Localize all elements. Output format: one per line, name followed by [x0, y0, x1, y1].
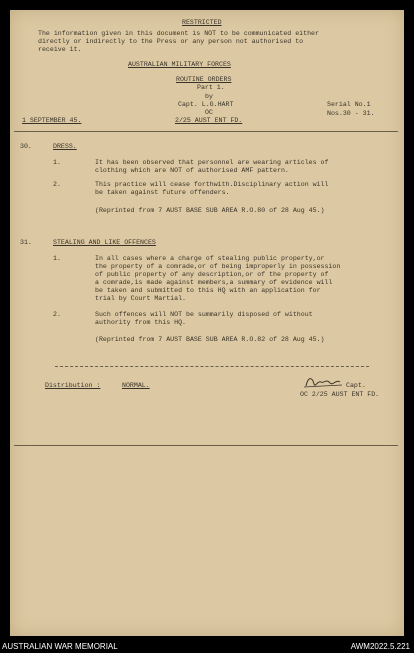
part: Part 1.	[197, 84, 225, 91]
section-heading: STEALING AND LIKE OFFENCES	[53, 239, 156, 246]
item-number: 2.	[53, 181, 61, 188]
item-line: Such offences will NOT be summarily disposed of without	[95, 311, 313, 318]
signature-rank: Capt.	[346, 382, 366, 389]
item-number: 1.	[53, 159, 61, 166]
distribution-value: NORMAL.	[122, 382, 150, 389]
header-divider	[14, 131, 398, 132]
officer-role: OC	[205, 109, 213, 116]
caveat-line-2: directly or indirectly to the Press or any person not authorised to	[38, 38, 304, 45]
footer-credit: AUSTRALIAN WAR MEMORIAL	[2, 642, 118, 651]
serial-number: Serial No.1	[327, 101, 371, 108]
signature-unit: OC 2/25 AUST ENT FD.	[300, 391, 380, 398]
caveat-line-3: receive it.	[38, 46, 82, 53]
orders-title: ROUTINE ORDERS	[176, 76, 232, 83]
item-number: 2.	[53, 311, 61, 318]
bottom-divider	[14, 445, 398, 446]
item-line: the property of a comrade,or of being improperly in possession	[95, 263, 341, 270]
item-line: clothing which are NOT of authorised AMF pattern.	[95, 167, 289, 174]
by-label: by	[205, 93, 213, 100]
caveat-line-1: The information given in this document is NOT to be communicated either	[38, 30, 319, 37]
section-number: 30.	[20, 143, 32, 150]
footer-accession: AWM2022.5.221	[350, 642, 410, 651]
item-line: This practice will cease forthwith.Disciplinary action will	[95, 181, 329, 188]
reprint-note: (Reprinted from 7 AUST BASE SUB AREA R.O.82 of 28 Aug 45.)	[95, 336, 325, 343]
section-heading: DRESS.	[53, 143, 77, 150]
section-divider	[55, 366, 369, 367]
item-line: of public property of any description,or of the property of	[95, 271, 329, 278]
reprint-note: (Reprinted from 7 AUST BASE SUB AREA R.O.80 of 28 Aug 45.)	[95, 207, 325, 214]
signature-icon	[302, 374, 352, 390]
item-number: 1.	[53, 255, 61, 262]
distribution-label: Distribution :	[45, 382, 101, 389]
item-line: a comrade,is made against members,a summary of evidence will	[95, 279, 333, 286]
item-line: trial by Court Martial.	[95, 295, 187, 302]
item-line: It has been observed that personnel are wearing articles of	[95, 159, 329, 166]
force-title: AUSTRALIAN MILITARY FORCES	[128, 61, 231, 68]
item-line: be taken and submitted to this HQ with an application for	[95, 287, 321, 294]
unit-name: 2/25 AUST ENT FD.	[175, 117, 243, 124]
item-line: authority from this HQ.	[95, 319, 187, 326]
item-line: be taken against future offenders.	[95, 189, 230, 196]
document-date: 1 SEPTEMBER 45.	[22, 117, 82, 124]
section-number: 31.	[20, 239, 32, 246]
classification: RESTRICTED	[182, 19, 222, 26]
order-numbers: Nos.30 - 31.	[327, 110, 375, 117]
officer-name: Capt. L.G.HART	[178, 101, 234, 108]
item-line: In all cases where a charge of stealing public property,or	[95, 255, 325, 262]
